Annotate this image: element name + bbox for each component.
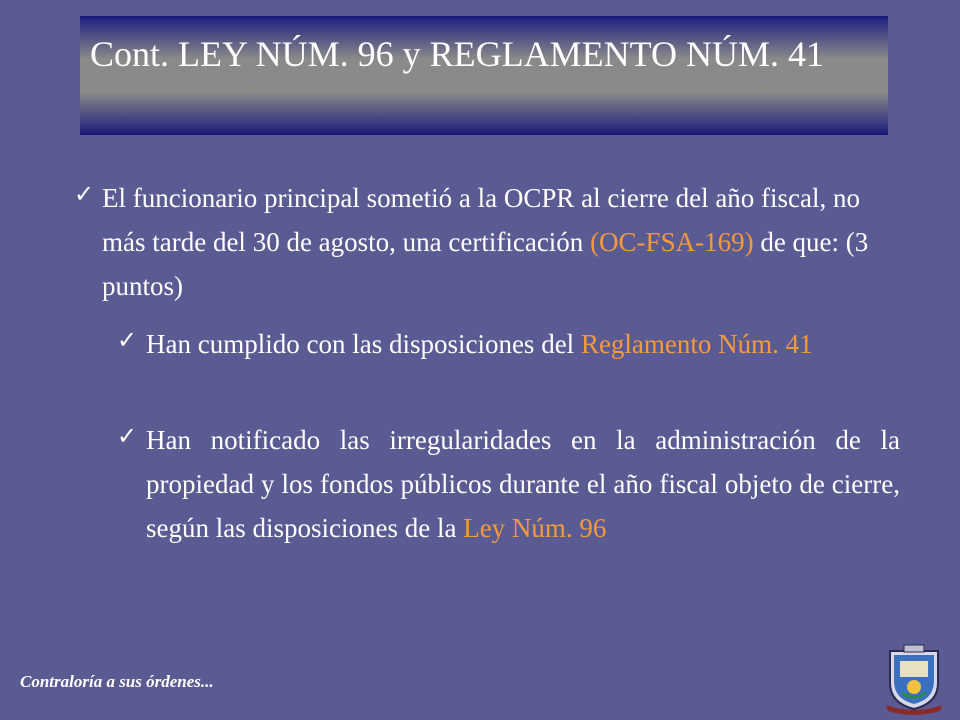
bullet-highlight: (OC-FSA-169) [590,227,754,257]
sub-bullet-text: Han cumplido con las disposiciones del [146,329,581,359]
sub-bullet-highlight: Reglamento Núm. 41 [580,329,813,359]
sub-bullet-highlight: Ley Núm. 96 [463,513,607,543]
bullet-text: El funcionario principal sometió a la OCPR al cierre del año fiscal, no más tarde del 30 de agosto, una certificación [102,183,861,257]
title-bar [80,16,888,135]
seal-icon [880,643,948,715]
sub-bullet-item [146,418,900,550]
slide-title: Cont. LEY NÚM. 96 y REGLAMENTO NÚM. 41 [90,34,824,74]
bullet-item [102,176,882,308]
checkmark-icon: ✓ [117,422,138,450]
sub-bullet-text: Han notificado las irregularidades en la administración de la propiedad y los fondos públicos durante el año fiscal objeto de cierre, según las disposiciones de la [146,425,900,543]
checkmark-icon: ✓ [74,180,95,208]
checkmark-icon: ✓ [117,326,138,354]
sub-bullet-item [146,322,900,366]
footer-slogan: Contraloría a sus órdenes... [20,672,214,691]
bullet-text-after: de que: (3 puntos) [102,227,869,301]
